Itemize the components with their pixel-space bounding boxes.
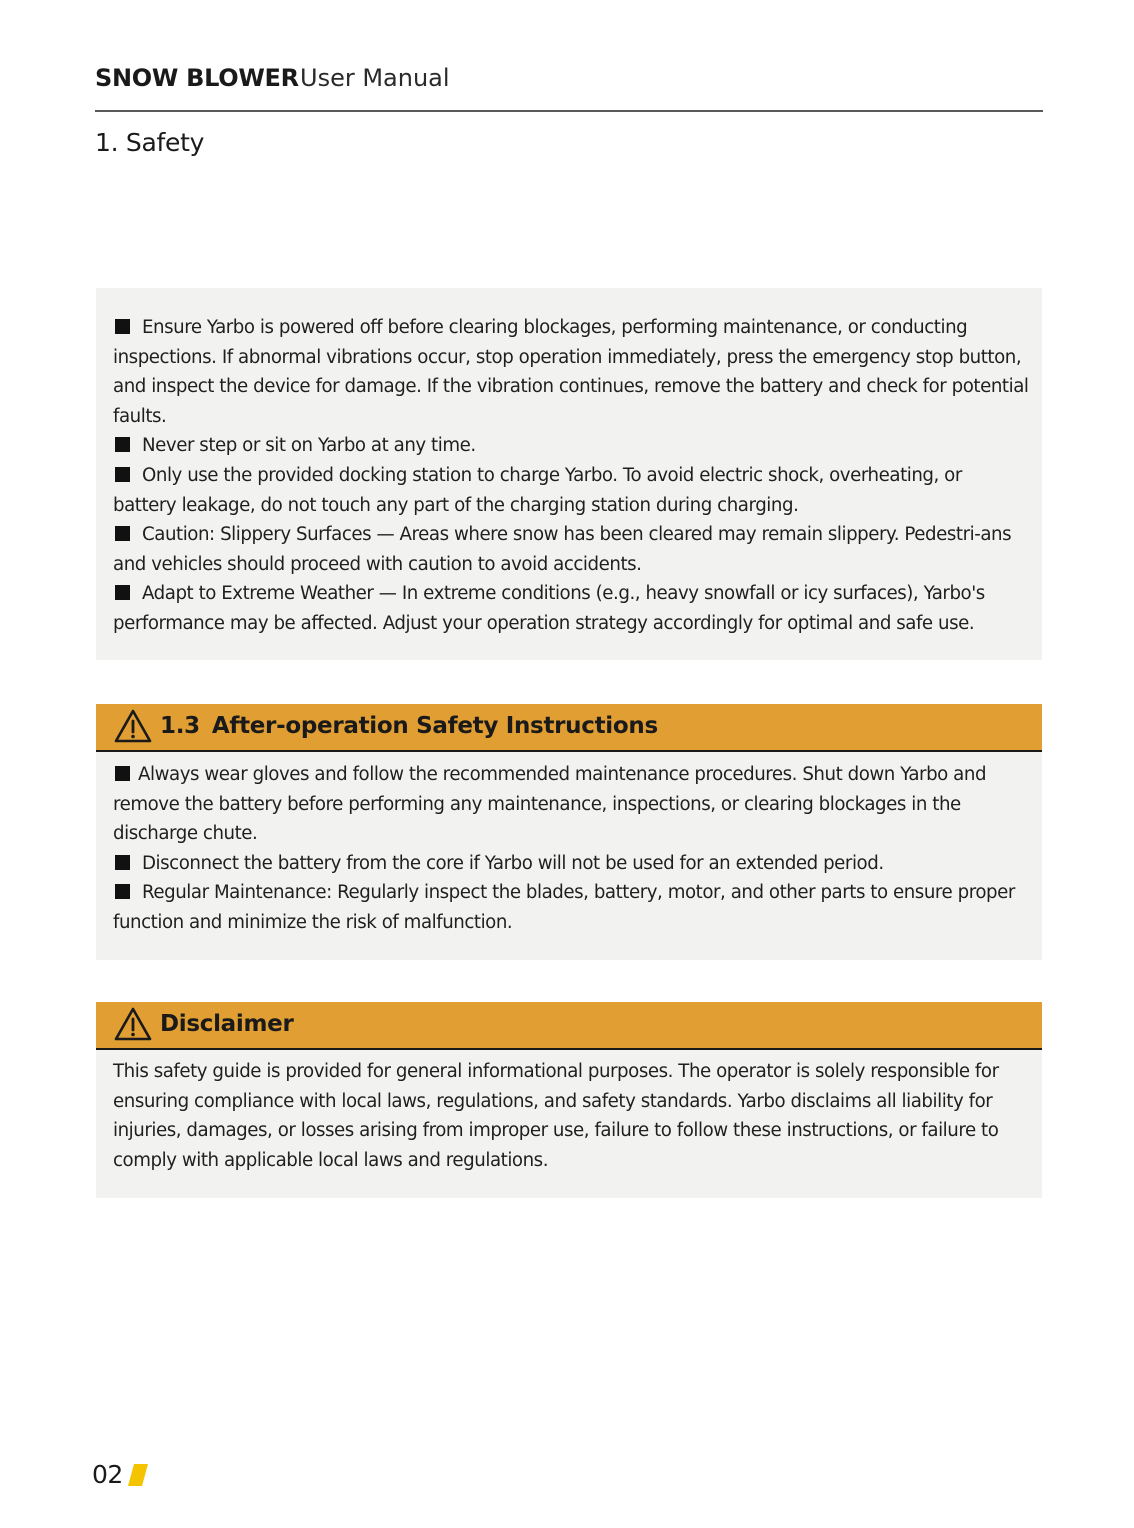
warning-triangle-icon [114, 1007, 152, 1041]
warning-triangle-icon [114, 709, 152, 743]
after-operation-item [113, 878, 1030, 937]
square-bullet-icon [115, 437, 130, 452]
square-bullet-icon [115, 766, 130, 781]
brand-title: SNOW BLOWER [95, 64, 299, 92]
square-bullet-icon [115, 884, 130, 899]
square-bullet-icon [115, 319, 130, 334]
square-bullet-icon [115, 467, 130, 482]
safety-item [113, 461, 1030, 520]
safety-item-text: Only use the provided docking station to charge Yarbo. To avoid electric shock, overheating, or battery leakage, do not touch any part of the charging station during charging. [113, 464, 962, 516]
after-operation-item [113, 849, 1030, 879]
banner-title [160, 713, 658, 739]
disclaimer-paragraph: This safety guide is provided for general informational purposes. The operator is solely responsible for ensuring compliance with local laws, regulations, and safety standards. Yarbo disclaims all liability for injuries, damages, or losses arising from improper use, failure to follow these instructions, or failure to comply with applicable local laws and regulations. [113, 1061, 999, 1171]
after-operation-item [113, 760, 1030, 849]
safety-item-text: Adapt to Extreme Weather — In extreme conditions (e.g., heavy snowfall or icy surfaces), Yarbo's performance may be affected. Adjust your operation strategy accordingly for optimal and safe use. [113, 583, 985, 634]
after-operation-item-text: Always wear gloves and follow the recommended maintenance procedures. Shut down Yarbo and remove the battery before performing any maintenance, inspections, or clearing blockages in the discharge chute. [113, 764, 987, 845]
after-operation-list [113, 760, 1030, 938]
safety-item [113, 431, 1030, 461]
safety-item-text: Never step or sit on Yarbo at any time. [142, 435, 476, 457]
after-operation-banner [96, 704, 1042, 752]
safety-item [113, 520, 1030, 579]
safety-item-text: Ensure Yarbo is powered off before clearing blockages, performing maintenance, or conducting inspections. If abnormal vibrations occur, stop operation immediately, press the emergency stop button, and inspect the device for damage. If the vibration continues, remove the battery and check for potential faults. [113, 317, 1029, 427]
after-operation-item-text: Regular Maintenance: Regularly inspect the blades, battery, motor, and other parts to ensure proper function and minimize the risk of malfunction. [113, 882, 1015, 933]
section-heading: After-operation Safety Instructions [211, 713, 658, 739]
safety-item [113, 579, 1030, 638]
safety-item-text: Caution: Slippery Surfaces — Areas where snow has been cleared may remain slippery. Pedestri-ans and vehicles should proceed with caution to avoid accidents. [113, 524, 1012, 575]
safety-item [113, 313, 1030, 431]
section-title: 1. Safety [95, 128, 205, 157]
disclaimer-box [96, 1002, 1042, 1198]
section-number: 1.3 [160, 713, 200, 739]
safety-list [113, 313, 1030, 639]
document-type: User Manual [300, 64, 450, 92]
square-bullet-icon [115, 585, 130, 600]
page-header [95, 62, 1043, 112]
safety-box [96, 288, 1042, 660]
disclaimer-title: Disclaimer [160, 1011, 294, 1037]
after-operation-box [96, 704, 1042, 960]
after-operation-item-text: Disconnect the battery from the core if Yarbo will not be used for an extended period. [142, 852, 884, 874]
page-marker-icon [128, 1464, 148, 1486]
disclaimer-banner [96, 1002, 1042, 1050]
disclaimer-text [113, 1057, 1030, 1175]
square-bullet-icon [115, 526, 130, 541]
square-bullet-icon [115, 855, 130, 870]
page-number: 02 [92, 1460, 123, 1489]
